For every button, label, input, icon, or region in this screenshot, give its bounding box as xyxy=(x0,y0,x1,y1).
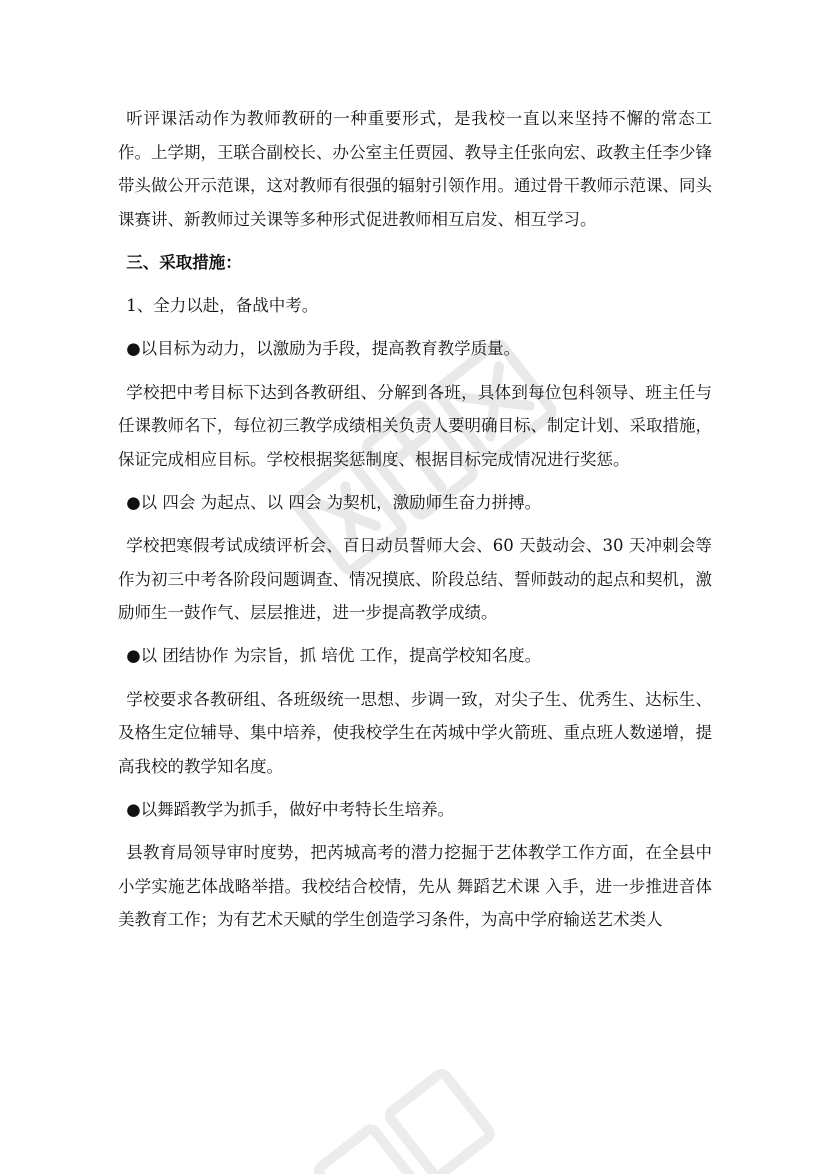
bullet-point: ●以 四会 为起点、以 四会 为契机，激励师生奋力拼搏。 xyxy=(126,492,542,512)
bullet-point: ●以 团结协作 为宗旨，抓 培优 工作，提高学校知名度。 xyxy=(126,646,542,666)
paragraph: 学校把中考目标下达到各教研组、分解到各班，具体到每位包科领导、班主任与任课教师名下，每位初三教学成绩相关负责人要明确目标、制定计划、采取措施，保证完成相应目标。学校根据奖惩制度、根据目标完成情况进行奖惩。 xyxy=(118,382,712,469)
document-body xyxy=(118,102,712,947)
bullet-point: ●以目标为动力，以激励为手段，提高教育教学质量。 xyxy=(126,339,521,359)
paragraph: 学校要求各教研组、各班级统一思想、步调一致，对尖子生、优秀生、达标生、及格生定位辅导、集中培养，使我校学生在芮城中学火箭班、重点班人数递增，提高我校的教学知名度。 xyxy=(118,689,712,776)
subheading-item-1: 1、全力以赴，备战中考。 xyxy=(126,296,319,316)
bullet-point: ●以舞蹈教学为抓手，做好中考特长生培养。 xyxy=(126,800,455,820)
paragraph: 县教育局领导审时度势，把芮城高考的潜力挖掘于艺体教学工作方面，在全县中小学实施艺体战略举措。我校结合校情，先从 舞蹈艺术课 入手，进一步推进音体美教育工作；为有艺术天赋的学生创造学习条件，为高中学府输送艺术类人 xyxy=(118,843,712,930)
paragraph-intro: 听评课活动作为教师教研的一种重要形式，是我校一直以来坚持不懈的常态工作。上学期，王联合副校长、办公室主任贾园、教导主任张向宏、政教主任李少锋带头做公开示范课，这对教师有很强的辐射引领作用。通过骨干教师示范课、同头课赛讲、新教师过关课等多种形式促进教师相互启发、相互学习。 xyxy=(118,109,712,229)
section-heading: 三、采取措施： xyxy=(126,252,242,272)
paragraph: 学校把寒假考试成绩评析会、百日动员誓师大会、60 天鼓动会、30 天冲刺会等作为初三中考各阶段问题调查、情况摸底、阶段总结、誓师鼓动的起点和契机，激励师生一鼓作气、层层推进，进一步提高教学成绩。 xyxy=(118,536,712,623)
